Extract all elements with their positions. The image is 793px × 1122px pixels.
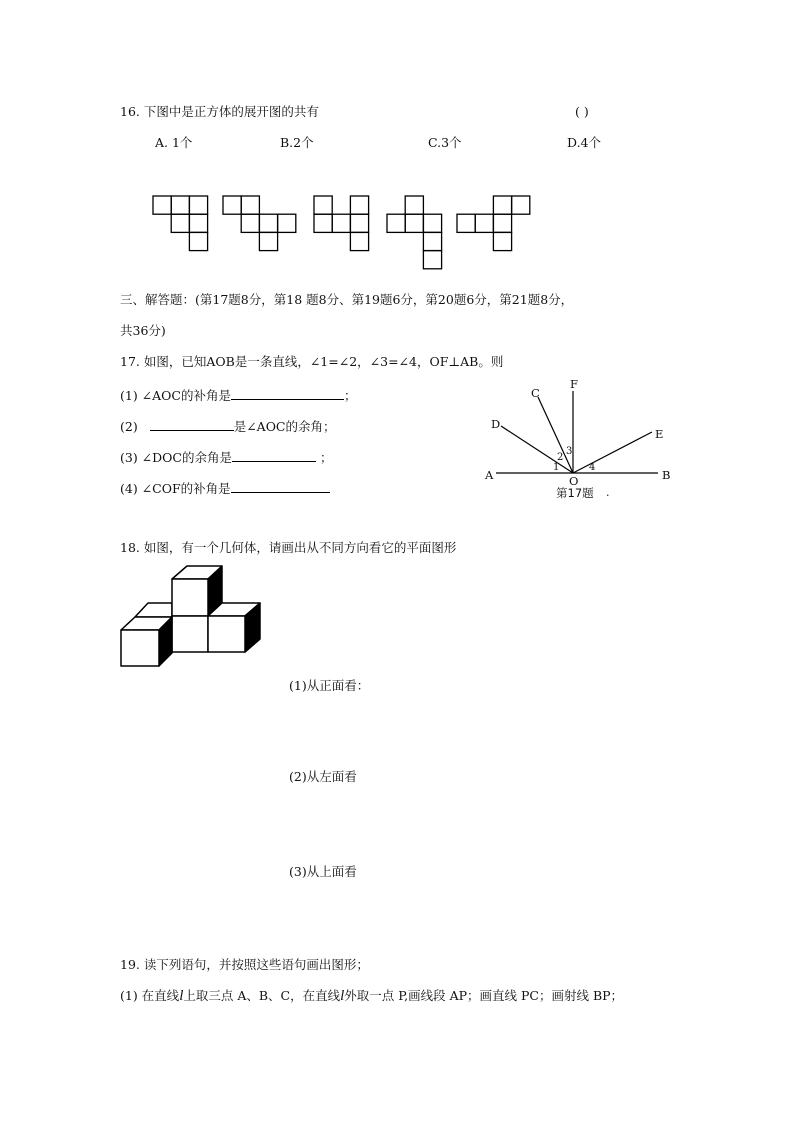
angle-label-4: 4 <box>589 462 596 473</box>
net-square <box>423 232 441 250</box>
net-square <box>259 214 277 232</box>
q19-item-1-part-b: 上取三点 A、B、C，在直线 <box>183 988 341 1003</box>
q17-item-2-suffix: 是∠AOC的余角； <box>233 419 336 434</box>
q16-option-c: C.3个 <box>428 135 462 150</box>
angle-label-2: 2 <box>557 452 564 463</box>
angle-label-3: 3 <box>566 446 573 457</box>
net-square <box>241 196 259 214</box>
label-b: B <box>662 468 671 482</box>
label-a: A <box>485 468 494 482</box>
q17-item-3-suffix: ； <box>316 450 333 465</box>
net-square <box>350 196 368 214</box>
cube-net-1 <box>153 196 208 251</box>
net-square <box>171 214 189 232</box>
net-square <box>223 196 241 214</box>
section3-heading-line2: 共36分) <box>120 323 166 338</box>
q17-item-1-prefix: (1) ∠AOC的补角是 <box>120 388 231 403</box>
q18-cube-solid <box>121 566 260 666</box>
cube-net-5 <box>457 196 530 251</box>
q17-item-4 <box>120 479 330 497</box>
net-square <box>350 214 368 232</box>
q19-stem: 19. 读下列语句，并按照这些语句画出图形； <box>120 957 369 972</box>
right-cube-front-face <box>208 616 245 652</box>
q16-stem: 16. 下图中是正方体的展开图的共有 <box>120 104 319 119</box>
net-square <box>314 214 332 232</box>
q17-item-2-prefix: (2) <box>120 419 142 434</box>
q16-option-a: A. 1个 <box>155 135 193 150</box>
label-e: E <box>655 427 664 441</box>
top-cube-front-face <box>172 579 208 616</box>
net-square <box>405 214 423 232</box>
q17-item-4-blank[interactable] <box>231 479 330 493</box>
net-square <box>493 196 511 214</box>
middle-cube-front-face <box>172 616 208 652</box>
q17-item-4-prefix: (4) ∠COF的补角是 <box>120 481 231 496</box>
cube-net-4 <box>387 196 442 269</box>
net-square <box>332 214 350 232</box>
net-square <box>405 196 423 214</box>
line-l-symbol-2: l <box>340 988 345 1004</box>
q17-item-2 <box>120 417 336 435</box>
ray-oe <box>573 432 652 473</box>
q18-view-left: (2)从左面看 <box>289 769 357 784</box>
q17-item-3 <box>120 448 332 466</box>
net-square <box>350 232 368 250</box>
net-square <box>189 196 207 214</box>
q16-option-d: D.4个 <box>567 135 602 150</box>
net-square <box>153 196 171 214</box>
net-square <box>423 251 441 269</box>
q16-answer-blank[interactable]: ( ) <box>575 104 589 119</box>
net-square <box>423 214 441 232</box>
section3-heading-line1: 三、解答题：(第17题8分，第18 题8分、第19题6分，第20题6分，第21题8分， <box>120 292 574 307</box>
q18-view-top: (3)从上面看 <box>289 864 357 879</box>
q17-item-1-blank[interactable] <box>231 386 344 400</box>
label-d: D <box>491 417 501 431</box>
q17-item-2-blank[interactable] <box>150 417 234 431</box>
q16-option-b: B.2个 <box>280 135 314 150</box>
label-f: F <box>570 377 578 391</box>
back-cube-top <box>135 603 172 617</box>
q17-item-1 <box>120 386 357 404</box>
net-square <box>189 214 207 232</box>
label-c: C <box>531 386 540 400</box>
figure-caption-dot: . <box>606 486 610 499</box>
label-o: O <box>569 474 579 488</box>
q19-item-1 <box>120 988 623 1004</box>
net-square <box>493 214 511 232</box>
net-square <box>241 214 259 232</box>
q19-item-1-part-c: 外取一点 P,画线段 AP；画直线 PC；画射线 BP； <box>344 988 624 1003</box>
q17-stem: 17. 如图，已知AOB是一条直线，∠1=∠2，∠3=∠4，OF⊥AB。则 <box>120 354 504 369</box>
cube-nets <box>153 196 530 269</box>
cube-net-3 <box>314 196 369 251</box>
line-l-symbol: l <box>179 988 184 1004</box>
net-square <box>475 214 493 232</box>
net-square <box>512 196 530 214</box>
net-square <box>387 214 405 232</box>
net-square <box>314 196 332 214</box>
q18-view-front: (1)从正面看： <box>289 678 370 693</box>
net-square <box>278 214 296 232</box>
cube-net-2 <box>223 196 296 251</box>
net-square <box>259 232 277 250</box>
q18-stem: 18. 如图，有一个几何体，请画出从不同方向看它的平面图形 <box>120 540 457 555</box>
net-square <box>457 214 475 232</box>
q17-item-1-suffix: ； <box>344 388 357 403</box>
angle-label-1: 1 <box>553 462 560 473</box>
q17-item-3-prefix: (3) ∠DOC的余角是 <box>120 450 232 465</box>
net-square <box>171 196 189 214</box>
left-cube-front-face <box>121 630 159 666</box>
q17-angle-figure <box>496 391 658 473</box>
net-square <box>493 232 511 250</box>
figure-caption: 第17题 <box>556 486 594 500</box>
net-square <box>189 232 207 250</box>
q19-item-1-part-a: (1) 在直线 <box>120 988 180 1003</box>
q17-item-3-blank[interactable] <box>232 448 316 462</box>
